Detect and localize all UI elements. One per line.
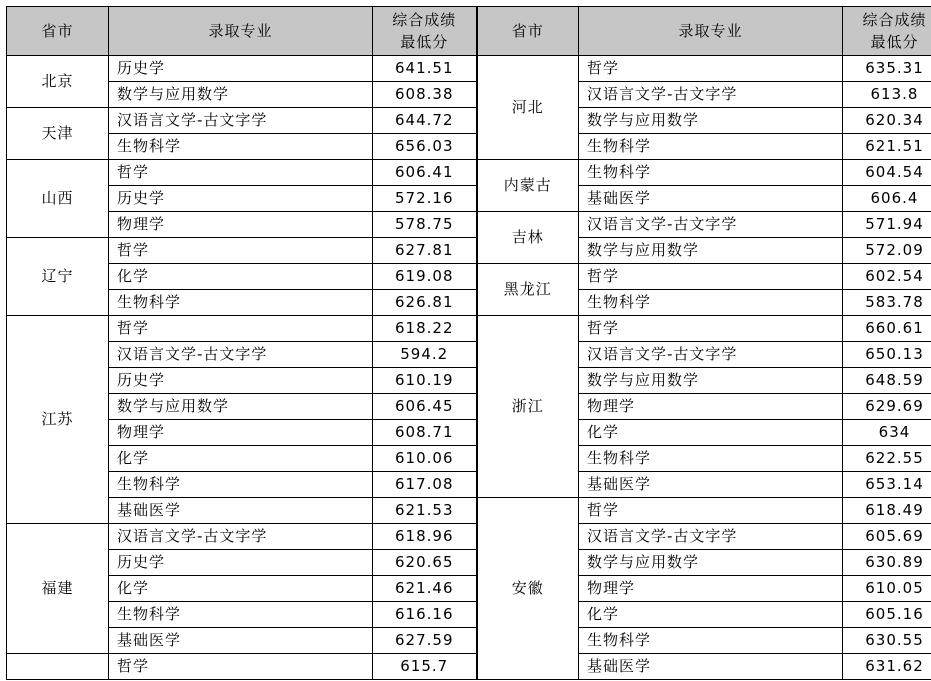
major-cell: 哲学 <box>579 264 843 290</box>
score-cell: 594.2 <box>373 342 477 368</box>
major-cell: 基础医学 <box>579 186 843 212</box>
score-cell: 656.03 <box>373 134 477 160</box>
major-cell: 哲学 <box>579 56 843 82</box>
major-cell: 化学 <box>579 420 843 446</box>
major-cell: 基础医学 <box>579 472 843 498</box>
score-cell: 635.31 <box>843 56 931 82</box>
major-cell: 化学 <box>109 576 373 602</box>
score-cell: 641.51 <box>373 56 477 82</box>
score-cell: 618.96 <box>373 524 477 550</box>
score-cell: 622.55 <box>843 446 931 472</box>
score-cell: 606.4 <box>843 186 931 212</box>
table-row <box>7 134 931 160</box>
score-cell: 629.69 <box>843 394 931 420</box>
header-row <box>7 7 931 56</box>
major-cell: 汉语言文学-古文字学 <box>109 342 373 368</box>
table-row <box>7 550 931 576</box>
score-cell: 626.81 <box>373 290 477 316</box>
score-cell: 621.51 <box>843 134 931 160</box>
score-cell: 634 <box>843 420 931 446</box>
major-cell: 化学 <box>579 602 843 628</box>
score-cell: 619.08 <box>373 264 477 290</box>
major-cell: 物理学 <box>579 394 843 420</box>
score-cell: 644.72 <box>373 108 477 134</box>
table-row <box>7 238 931 264</box>
score-cell: 610.05 <box>843 576 931 602</box>
province-cell: 河北 <box>477 56 579 160</box>
major-cell: 历史学 <box>109 186 373 212</box>
major-cell: 数学与应用数学 <box>109 82 373 108</box>
province-cell: 山西 <box>7 160 109 238</box>
score-cell: 615.7 <box>373 654 477 680</box>
table-row <box>7 368 931 394</box>
score-cell: 572.16 <box>373 186 477 212</box>
major-cell: 生物科学 <box>579 290 843 316</box>
score-cell: 606.45 <box>373 394 477 420</box>
major-cell: 汉语言文学-古文字学 <box>579 82 843 108</box>
score-cell: 604.54 <box>843 160 931 186</box>
score-cell: 608.71 <box>373 420 477 446</box>
score-cell: 620.34 <box>843 108 931 134</box>
header-score-line2: 最低分 <box>400 33 449 51</box>
table-row <box>7 212 931 238</box>
header-score-left <box>373 7 477 56</box>
score-cell: 653.14 <box>843 472 931 498</box>
table-row <box>7 498 931 524</box>
major-cell: 哲学 <box>579 498 843 524</box>
major-cell: 生物科学 <box>109 472 373 498</box>
province-cell: 黑龙江 <box>477 264 579 316</box>
province-cell: 浙江 <box>477 316 579 498</box>
table-row <box>7 82 931 108</box>
score-cell: 583.78 <box>843 290 931 316</box>
table-body <box>7 56 931 680</box>
major-cell: 哲学 <box>109 238 373 264</box>
province-cell: 江苏 <box>7 316 109 524</box>
score-cell: 608.38 <box>373 82 477 108</box>
major-cell: 化学 <box>109 264 373 290</box>
score-cell: 617.08 <box>373 472 477 498</box>
header-major-right: 录取专业 <box>579 7 843 56</box>
province-cell <box>7 654 109 680</box>
score-cell: 618.49 <box>843 498 931 524</box>
major-cell: 历史学 <box>109 368 373 394</box>
score-cell: 613.8 <box>843 82 931 108</box>
province-cell: 吉林 <box>477 212 579 264</box>
major-cell: 哲学 <box>579 316 843 342</box>
major-cell: 汉语言文学-古文字学 <box>579 524 843 550</box>
header-score-line1: 综合成绩 <box>392 11 457 29</box>
major-cell: 数学与应用数学 <box>579 108 843 134</box>
score-cell: 630.55 <box>843 628 931 654</box>
major-cell: 化学 <box>109 446 373 472</box>
score-cell: 631.62 <box>843 654 931 680</box>
table-row <box>7 446 931 472</box>
score-cell: 620.65 <box>373 550 477 576</box>
score-cell: 621.46 <box>373 576 477 602</box>
score-cell: 572.09 <box>843 238 931 264</box>
score-cell: 610.06 <box>373 446 477 472</box>
major-cell: 哲学 <box>109 316 373 342</box>
major-cell: 汉语言文学-古文字学 <box>579 212 843 238</box>
major-cell: 生物科学 <box>109 290 373 316</box>
table-row <box>7 108 931 134</box>
major-cell: 物理学 <box>579 576 843 602</box>
table-row <box>7 602 931 628</box>
table-row <box>7 654 931 680</box>
province-cell: 福建 <box>7 524 109 654</box>
major-cell: 生物科学 <box>579 160 843 186</box>
major-cell: 数学与应用数学 <box>579 550 843 576</box>
major-cell: 汉语言文学-古文字学 <box>579 342 843 368</box>
header-province-left: 省市 <box>7 7 109 56</box>
table-row <box>7 394 931 420</box>
major-cell: 数学与应用数学 <box>579 238 843 264</box>
table-row <box>7 290 931 316</box>
header-score-right <box>843 7 931 56</box>
major-cell: 生物科学 <box>579 134 843 160</box>
header-score-line1: 综合成绩 <box>862 11 927 29</box>
province-cell: 辽宁 <box>7 238 109 316</box>
major-cell: 汉语言文学-古文字学 <box>109 524 373 550</box>
score-cell: 660.61 <box>843 316 931 342</box>
major-cell: 基础医学 <box>109 628 373 654</box>
score-cell: 650.13 <box>843 342 931 368</box>
province-cell: 天津 <box>7 108 109 160</box>
score-cell: 618.22 <box>373 316 477 342</box>
admission-scores-table <box>6 6 931 680</box>
score-cell: 630.89 <box>843 550 931 576</box>
score-cell: 627.59 <box>373 628 477 654</box>
table-row <box>7 472 931 498</box>
table-row <box>7 420 931 446</box>
table-row <box>7 316 931 342</box>
score-cell: 621.53 <box>373 498 477 524</box>
major-cell: 汉语言文学-古文字学 <box>109 108 373 134</box>
major-cell: 哲学 <box>109 160 373 186</box>
province-cell: 安徽 <box>477 498 579 680</box>
score-cell: 578.75 <box>373 212 477 238</box>
major-cell: 历史学 <box>109 550 373 576</box>
major-cell: 基础医学 <box>109 498 373 524</box>
score-cell: 602.54 <box>843 264 931 290</box>
table-row <box>7 264 931 290</box>
score-cell: 605.69 <box>843 524 931 550</box>
major-cell: 生物科学 <box>109 602 373 628</box>
score-cell: 571.94 <box>843 212 931 238</box>
major-cell: 数学与应用数学 <box>109 394 373 420</box>
major-cell: 生物科学 <box>579 628 843 654</box>
table-row <box>7 160 931 186</box>
header-province-right: 省市 <box>477 7 579 56</box>
province-cell: 北京 <box>7 56 109 108</box>
table-row <box>7 628 931 654</box>
header-major-left: 录取专业 <box>109 7 373 56</box>
major-cell: 基础医学 <box>579 654 843 680</box>
major-cell: 物理学 <box>109 420 373 446</box>
score-cell: 648.59 <box>843 368 931 394</box>
major-cell: 哲学 <box>109 654 373 680</box>
major-cell: 物理学 <box>109 212 373 238</box>
score-cell: 627.81 <box>373 238 477 264</box>
table-row <box>7 524 931 550</box>
table-row <box>7 56 931 82</box>
major-cell: 历史学 <box>109 56 373 82</box>
header-score-line2: 最低分 <box>870 33 919 51</box>
major-cell: 数学与应用数学 <box>579 368 843 394</box>
major-cell: 生物科学 <box>109 134 373 160</box>
score-cell: 605.16 <box>843 602 931 628</box>
table-row <box>7 342 931 368</box>
table-row <box>7 186 931 212</box>
score-cell: 606.41 <box>373 160 477 186</box>
score-cell: 616.16 <box>373 602 477 628</box>
table-row <box>7 576 931 602</box>
major-cell: 生物科学 <box>579 446 843 472</box>
score-cell: 610.19 <box>373 368 477 394</box>
province-cell: 内蒙古 <box>477 160 579 212</box>
